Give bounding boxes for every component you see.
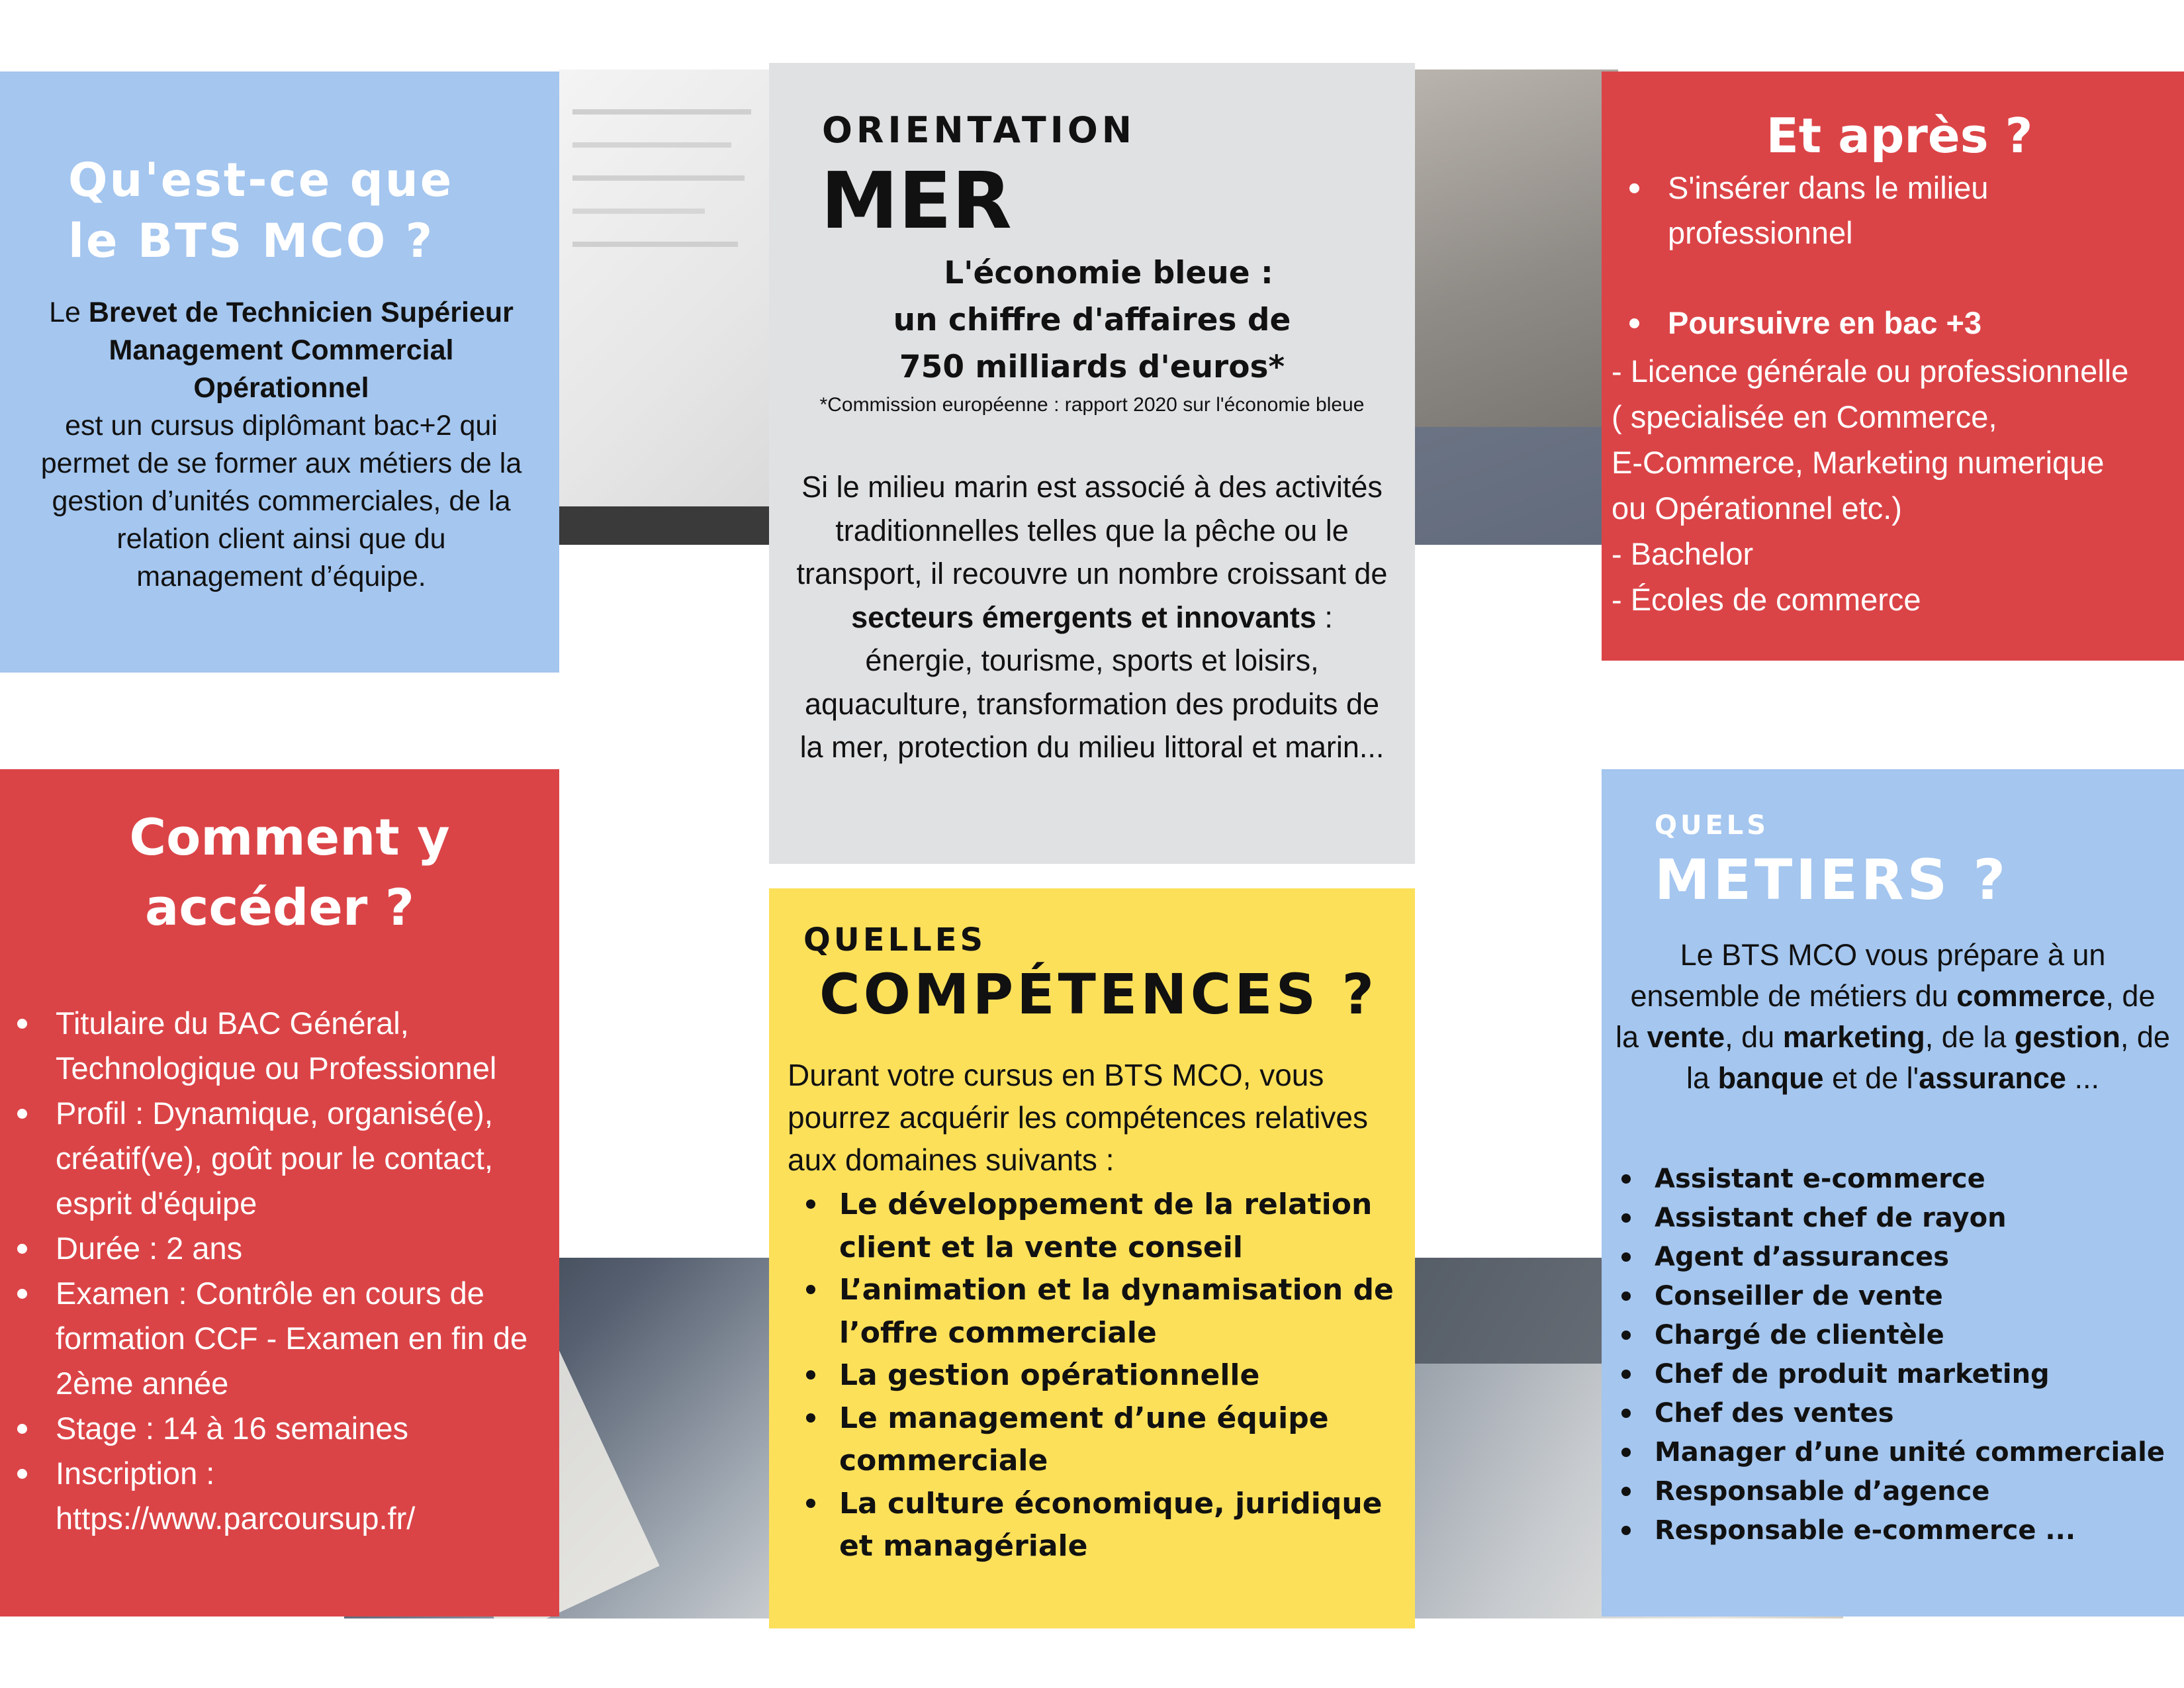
mer-headline-line-3: 750 milliards d'euros*	[899, 349, 1285, 385]
mer-body-emphasis: secteurs émergents et innovants	[851, 600, 1316, 634]
metiers-keyword: gestion	[2014, 1020, 2120, 1054]
orientation-mer-panel	[769, 63, 1415, 864]
metiers-keyword: vente	[1647, 1020, 1725, 1054]
competence-item: La culture économique, juridique et managériale	[839, 1483, 1408, 1568]
metiers-intro-text: , de la	[1615, 979, 2156, 1054]
metiers-intro-text: et de l'	[1823, 1061, 1919, 1095]
apres-item-insertion: S'insérer dans le milieu professionnel	[1668, 165, 2158, 256]
apres-options	[1612, 348, 2181, 622]
bts-description-rest: est un cursus diplômant bac+2 qui permet de se former aux métiers de la gestion d’unités commerciales, de la relation client ainsi que du management d’équipe.	[40, 410, 522, 592]
apres-option-line: - Écoles de commerce	[1612, 582, 1921, 617]
metier-item: Chargé de clientèle	[1655, 1316, 2177, 1355]
metiers-kicker: QUELS	[1655, 810, 1770, 841]
mer-body-sectors: énergie, tourisme, sports et loisirs, aquaculture, transformation des produits de la mer, protection du milieu littoral et marin...	[799, 643, 1385, 764]
acces-item: Stage : 14 à 16 semaines	[56, 1406, 559, 1451]
bts-title: Qu'est-ce que le BTS MCO ?	[68, 153, 454, 268]
metier-item: Manager d’une unité commerciale	[1655, 1433, 2177, 1472]
metier-item: Responsable e-commerce ...	[1655, 1511, 2177, 1550]
competences-list	[839, 1184, 1408, 1568]
apres-option-line: ou Opérationnel etc.)	[1612, 491, 1902, 526]
apres-option-line: E-Commerce, Marketing numerique	[1612, 445, 2105, 480]
metiers-list	[1655, 1160, 2177, 1550]
competences-title: COMPÉTENCES ?	[819, 962, 1378, 1027]
acces-item: Titulaire du BAC Général, Technologique ou Professionnel	[56, 1001, 559, 1091]
metiers-title: METIERS ?	[1655, 847, 2009, 912]
metiers-intro-text: , du	[1725, 1020, 1783, 1054]
metiers-keyword: banque	[1717, 1061, 1824, 1095]
et-apres-panel	[1602, 71, 2184, 661]
acces-item: Durée : 2 ans	[56, 1226, 559, 1271]
metiers-intro-text: , de la	[1925, 1020, 2015, 1054]
apres-option-line: - Licence générale ou professionnelle	[1612, 353, 2129, 389]
metier-item: Chef des ventes	[1655, 1394, 2177, 1433]
mer-footnote: *Commission européenne : rapport 2020 sur l'économie bleue	[819, 394, 1365, 416]
mer-body	[796, 465, 1388, 769]
metier-item: Chef de produit marketing	[1655, 1355, 2177, 1394]
metiers-keyword: assurance	[1919, 1061, 2066, 1095]
acces-item: Examen : Contrôle en cours de formation CCF - Examen en fin de 2ème année	[56, 1271, 559, 1406]
competence-item: Le management d’une équipe commerciale	[839, 1397, 1408, 1483]
competences-intro: Durant votre cursus en BTS MCO, vous pourrez acquérir les compétences relatives aux domaines suivants :	[788, 1058, 1368, 1177]
metier-item: Agent d’assurances	[1655, 1238, 2177, 1277]
bts-description	[40, 294, 523, 596]
metiers-keyword: marketing	[1782, 1020, 1925, 1054]
apres-option-line: ( specialisée en Commerce,	[1612, 399, 1997, 434]
metiers-intro-text: , de la	[1686, 1020, 2170, 1095]
metier-item: Assistant e-commerce	[1655, 1160, 2177, 1199]
mer-headline	[769, 250, 1415, 391]
competence-item: L’animation et la dynamisation de l’offre commerciale	[839, 1269, 1408, 1354]
metier-item: Assistant chef de rayon	[1655, 1199, 2177, 1238]
mer-kicker: ORIENTATION	[822, 109, 1136, 151]
metiers-panel	[1602, 769, 2184, 1617]
acces-item: Inscription : https://www.parcoursup.fr/	[56, 1451, 559, 1541]
mer-body-part-1: Si le milieu marin est associé à des activités traditionnelles telles que la pêche ou le transport, il recouvre un nombre croissant de	[796, 470, 1388, 590]
apres-item-poursuite: Poursuivre en bac +3	[1668, 301, 2158, 346]
mer-headline-line-2: un chiffre d'affaires de	[893, 302, 1291, 338]
acces-item: Profil : Dynamique, organisé(e), créatif(ve), goût pour le contact, esprit d'équipe	[56, 1091, 559, 1226]
acces-title	[0, 802, 559, 943]
metiers-keyword: commerce	[1956, 979, 2106, 1013]
competences-kicker: QUELLES	[803, 921, 987, 959]
bts-full-name: Brevet de Technicien Supérieur Management Commercial Opérationnel	[88, 297, 514, 404]
metiers-intro	[1615, 935, 2171, 1099]
mer-title: MER	[821, 155, 1012, 246]
metier-item: Conseiller de vente	[1655, 1277, 2177, 1316]
apres-list	[1668, 165, 2158, 346]
bts-definition-panel	[0, 71, 559, 673]
competences-panel	[769, 888, 1415, 1628]
apres-option-line: - Bachelor	[1612, 536, 1754, 571]
bts-description-lead: Le	[49, 297, 89, 328]
acces-panel	[0, 769, 559, 1617]
mer-headline-line-1: L'économie bleue :	[944, 255, 1273, 291]
desk-photo-background	[1413, 70, 1618, 545]
acces-title-line-1: Comment y	[129, 808, 450, 867]
metiers-intro-text: Le BTS MCO vous prépare à un ensemble de métiers du	[1630, 938, 2106, 1013]
metiers-intro-text: ...	[2066, 1061, 2099, 1095]
acces-list	[56, 1001, 559, 1541]
acces-title-line-2: accéder ?	[145, 878, 414, 937]
apres-title: Et après ?	[1766, 108, 2033, 164]
competence-item: La gestion opérationnelle	[839, 1354, 1408, 1397]
metier-item: Responsable d’agence	[1655, 1472, 2177, 1511]
competence-item: Le développement de la relation client et la vente conseil	[839, 1184, 1408, 1269]
mer-body-part-2: :	[1316, 600, 1333, 634]
document-photo-background	[559, 70, 771, 545]
